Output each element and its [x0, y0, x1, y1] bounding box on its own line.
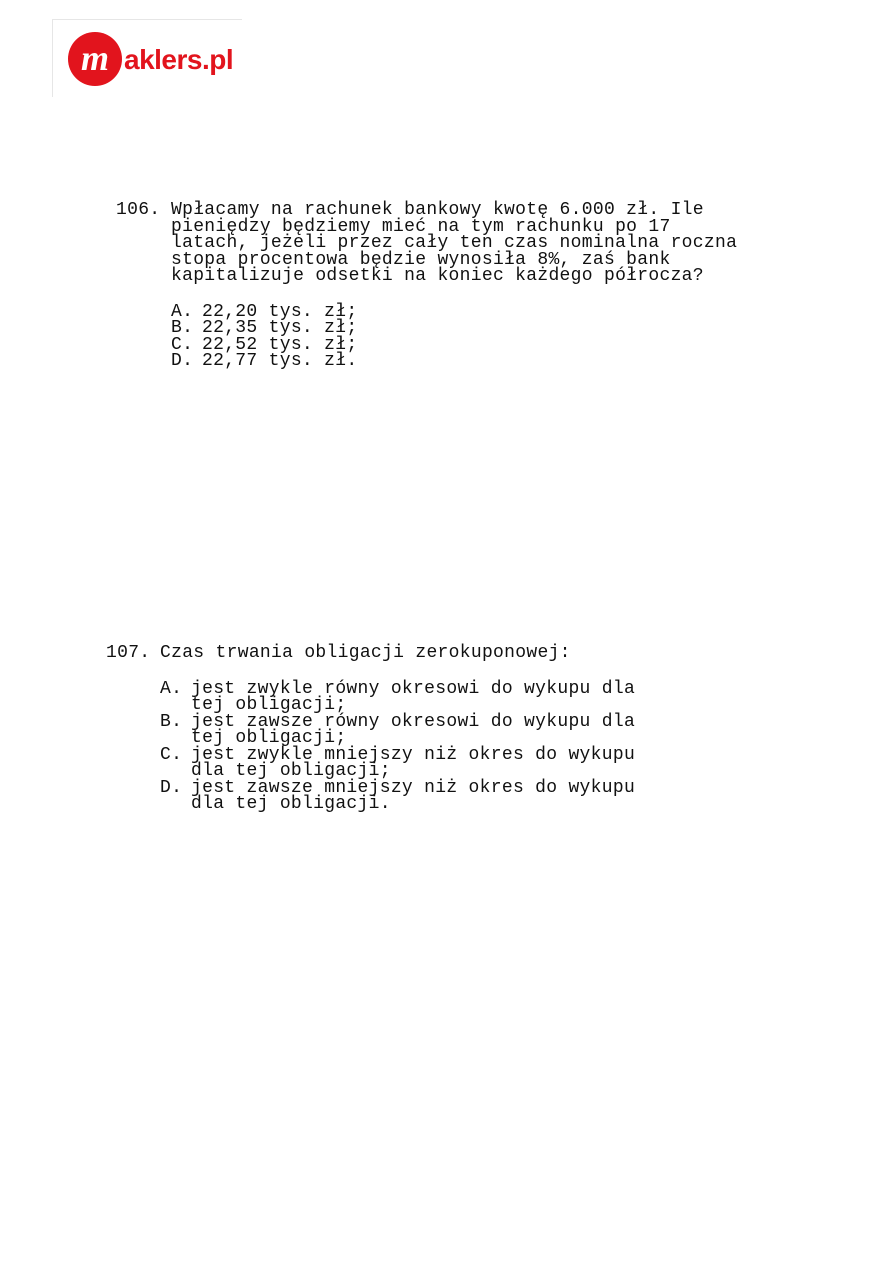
question-106 — [116, 202, 741, 370]
answer-letter: A. — [160, 678, 183, 699]
question-header — [106, 645, 680, 662]
brand-name: aklers.pl — [124, 44, 234, 75]
answer-option-b — [160, 711, 680, 748]
answer-letter: A. — [171, 301, 194, 322]
answer-text: jest zwykle równy okresowi do wykupu dla tej obligacji; — [191, 678, 636, 715]
question-header — [116, 202, 741, 285]
answer-text: jest zawsze mniejszy niż okres do wykupu dla tej obligacji. — [191, 777, 636, 814]
maklers-logo-icon — [66, 30, 124, 88]
answer-text: 22,77 tys. zł. — [202, 351, 358, 371]
answer-option-c — [160, 744, 680, 781]
question-text: Czas trwania obligacji zerokuponowej: — [160, 643, 571, 663]
answer-option-a — [160, 678, 680, 715]
logo-letter: m — [80, 38, 110, 78]
answer-letter: D. — [171, 351, 194, 371]
answer-letter: B. — [171, 318, 194, 338]
answer-text: 22,35 tys. zł; — [202, 318, 358, 338]
answer-list — [160, 678, 680, 814]
answer-text: 22,52 tys. zł; — [202, 334, 358, 355]
question-107 — [106, 645, 680, 813]
question-number: 107. — [106, 643, 151, 663]
answer-text: jest zawsze równy okresowi do wykupu dla tej obligacji; — [191, 711, 636, 748]
question-number: 106. — [116, 200, 161, 220]
answer-letter: B. — [160, 711, 183, 732]
answer-letter: C. — [171, 334, 194, 355]
question-text: Wpłacamy na rachunek bankowy kwotę 6.000 zł. Ile pieniędzy będziemy mieć na tym rachunku po 17 latach, jeżeli przez cały ten czas nominalna roczna stopa procentowa będzie wynosiła 8%, zaś bank kapitalizuje odsetki na koniec każdego półrocza? — [171, 200, 738, 286]
answer-letter: D. — [160, 777, 183, 798]
answer-letter: C. — [160, 744, 183, 765]
answer-option-d — [160, 777, 680, 814]
answer-text: 22,20 tys. zł; — [202, 301, 358, 322]
answer-list — [171, 301, 741, 371]
answer-text: jest zwykle mniejszy niż okres do wykupu dla tej obligacji; — [191, 744, 636, 781]
answer-option-d — [171, 353, 741, 370]
